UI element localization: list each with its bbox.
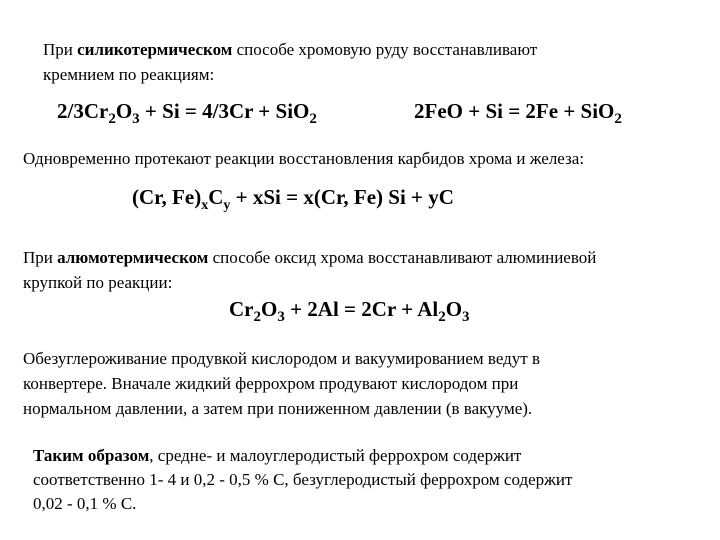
paragraph-silicothermic-line-2: кремнием по реакциям: [43, 65, 215, 84]
paragraph-decarburization [23, 346, 540, 421]
paragraph-aluminothermic-line-1: При алюмотермическом способе оксид хрома восстанавливают алюминиевой [23, 248, 597, 267]
equation-chromium-oxide-silicon: $2/3Cr_2O_3 + Si = 4/3Cr + SiO_2$ [57, 99, 317, 127]
term-aluminothermic: алюмотермическом [57, 248, 209, 267]
paragraph-decarburization-line-1: Обезуглероживание продувкой кислородом и вакуумированием ведут в [23, 349, 541, 368]
term-conclusion: Таким образом [33, 446, 150, 465]
paragraph-decarburization-line-3: нормальном давлении, а затем при пониженном давлении (в вакууме). [23, 399, 533, 418]
paragraph-carbide-reduction: Одновременно протекают реакции восстановления карбидов хрома и железа: [23, 149, 585, 168]
paragraph-conclusion-line-2: соответственно 1- 4 и 0,2 - 0,5 % С, безуглеродистый феррохром содержит [33, 470, 573, 489]
paragraph-conclusion-line-3: 0,02 - 0,1 % С. [33, 494, 137, 513]
paragraph-silicothermic-line-1: При силикотермическом способе хромовую руду восстанавливают [43, 40, 538, 59]
paragraph-decarburization-line-2: конвертере. Вначале жидкий феррохром продувают кислородом при [23, 374, 519, 393]
paragraph-aluminothermic [23, 245, 596, 295]
paragraph-aluminothermic-line-2: крупкой по реакции: [23, 273, 173, 292]
equation-iron-oxide-silicon: 2FeO + Si = 2Fe + SiO$_2$ [414, 99, 622, 127]
paragraph-conclusion-line-1: Таким образом, средне- и малоуглеродистый феррохром содержит [33, 446, 522, 465]
paragraph-conclusion [33, 444, 572, 516]
equation-chromium-oxide-aluminum: $Cr_2O_3 + 2Al = 2Cr + Al_2O_3$ [229, 297, 470, 325]
equation-carbide-silicon: (Cr, $Fe)_xC_y$ + xSi = x(Cr, Fe) Si + yC [132, 185, 454, 213]
paragraph-silicothermic [43, 37, 537, 87]
term-silicothermic: силикотермическом [77, 40, 233, 59]
